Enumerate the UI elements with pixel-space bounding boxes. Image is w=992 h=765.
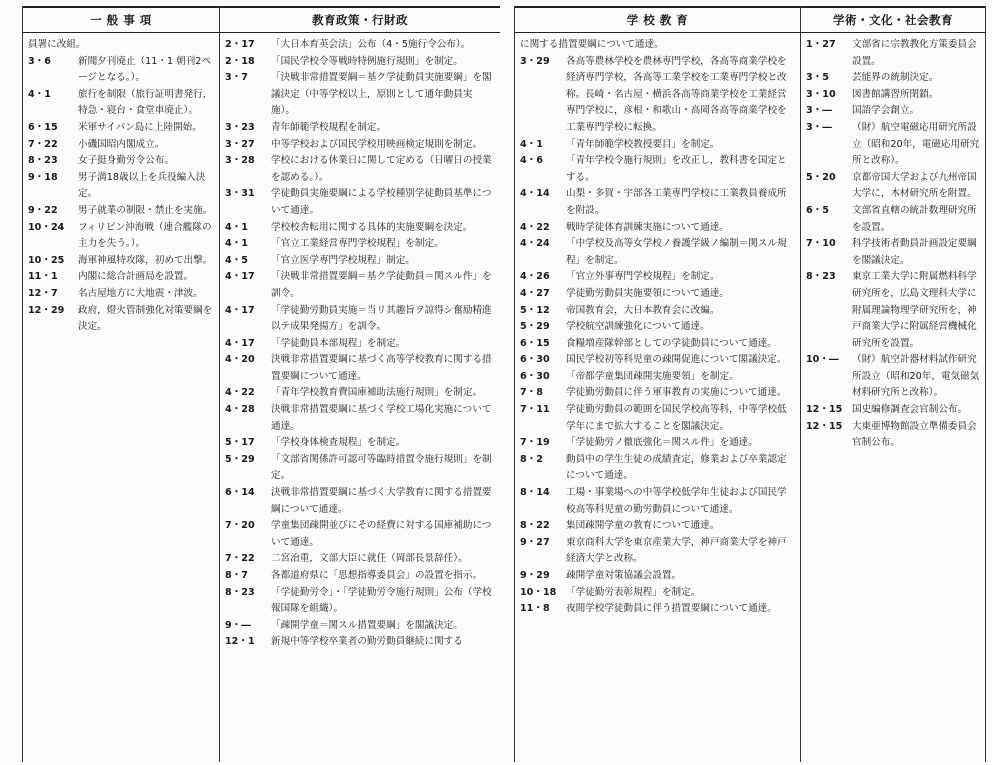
entry-text: 「学校身体検査規程」を制定。: [271, 437, 406, 449]
entry-date: 4・20: [225, 354, 255, 366]
entry-date: 6・30: [520, 354, 550, 366]
chronology-entry: [520, 319, 796, 336]
entry-date: 12・1: [225, 636, 255, 648]
entry-text: 「決戦非常措置要綱＝基ク学徒動員実施要綱」を閣議決定（中等学校以上，原則として通年動員実施）。: [271, 72, 492, 117]
entry-text: 国史編修調査会官制公布。: [852, 404, 968, 416]
chronology-entry: [28, 87, 215, 120]
entry-date: 8・23: [225, 586, 255, 598]
chronology-entry: [520, 568, 796, 585]
entry-date: 3・23: [225, 121, 255, 133]
chronology-entry: [520, 452, 796, 485]
entry-date: 6・30: [520, 370, 550, 382]
entry-text: 「学徒勤労ノ徹底強化＝関スル件」を通達。: [566, 437, 758, 449]
chronology-entry: [806, 170, 981, 203]
chronology-entry: [520, 137, 796, 154]
entry-text: （財）航空計器材料試作研究所設立（昭和20年，電気磁気材料研究所と改称）。: [852, 354, 980, 399]
chronology-entry: [806, 203, 981, 236]
entry-date: 3・31: [225, 188, 255, 200]
entry-date: 9・27: [520, 536, 550, 548]
entry-text: 「青年学校令施行規則」を改正し，教科書を国定とする。: [566, 155, 787, 183]
entry-text: 「学徒勤労令」・「学徒勤労令施行規則」公布（学校報国隊を組織）。: [271, 586, 492, 615]
continued-text: 員署に改組。: [28, 39, 86, 50]
entry-date: 4・24: [520, 238, 550, 250]
chronology-entry: [225, 352, 496, 385]
entry-text: 学校航空訓練強化について通達。: [566, 321, 710, 333]
entry-text: 「青年師範学校教授要目」を制定。: [566, 138, 720, 150]
entry-date: 6・15: [28, 121, 58, 133]
column-education-policy: [219, 6, 500, 762]
chronology-entry: [225, 269, 496, 302]
entry-date: 8・14: [520, 487, 550, 499]
entry-text: 「官立外事専門学校規程」を制定。: [566, 271, 720, 283]
chronology-entry: [806, 103, 981, 120]
entry-date: 4・27: [520, 287, 550, 299]
entry-text: 「大日本育英会法」公布（4・5施行令公布）。: [271, 39, 471, 50]
chronology-entry: [520, 303, 796, 320]
entry-text: 二宮治重，文部大臣に就任（岡部長景辞任）。: [271, 553, 468, 565]
entry-text: 政府，燈火管制強化対策要綱を決定。: [78, 304, 213, 333]
entry-text: 海軍神風特攻隊，初めて出撃。: [78, 254, 213, 266]
chronology-entry: [806, 120, 981, 170]
entry-date: 7・8: [520, 387, 543, 399]
entry-date: 3・7: [225, 72, 248, 84]
column-header: 学術・文化・社会教育: [801, 6, 985, 33]
entry-date: 4・22: [520, 221, 550, 233]
chronology-entry: [520, 54, 796, 137]
entry-text: 図書館講習所閉鎖。: [852, 88, 939, 100]
entry-date: 1・27: [806, 39, 836, 50]
entry-text: 学徒勤労動員実施要領について通達。: [566, 287, 729, 299]
entry-text: 「国民学校令等戦時特例施行規則」を制定。: [271, 55, 463, 67]
chronology-entry: [520, 601, 796, 618]
entry-date: 7・19: [520, 437, 550, 449]
chronology-entry: [520, 153, 796, 186]
chronology-entry: [520, 286, 796, 303]
entry-text: 男子満18歳以上を兵役編入決定。: [78, 171, 206, 200]
column-header: 教育政策・行財政: [220, 6, 500, 33]
entry-date: 8・22: [520, 520, 550, 532]
chronology-entry: [520, 236, 796, 269]
chronology-entry: [520, 535, 796, 568]
chronology-entry: [520, 485, 796, 518]
column-body: [515, 33, 800, 618]
entry-text: 「中学校及高等女学校ノ養護学級ノ編制＝関スル規程」を制定。: [566, 238, 787, 266]
entry-text: 米軍サイパン島に上陸開始。: [78, 121, 202, 133]
chronology-entry: [225, 253, 496, 270]
entry-text: 決戦非常措置要綱に基づく大学教育に関する措置要綱について通達。: [271, 487, 492, 515]
entry-text: 決戦非常措置要綱に基づく高等学校教育に関する措置要綱について通達。: [271, 354, 492, 382]
chronology-entry: [806, 352, 981, 402]
entry-text: 芸能界の統制決定。: [852, 72, 939, 84]
chronology-entry: [28, 286, 215, 303]
chronology-entry: [225, 236, 496, 253]
chronology-entry: [225, 186, 496, 219]
chronology-entry: [225, 37, 496, 54]
entry-text: 青年師範学校規程を制定。: [271, 121, 387, 133]
entry-date: 4・1: [225, 238, 248, 250]
entry-date: 7・22: [225, 553, 255, 565]
entry-date: 4・28: [225, 404, 255, 416]
entry-text: 「官立工業経営専門学校規程」を制定。: [271, 238, 444, 250]
chronology-entry: [225, 70, 496, 120]
entry-date: 4・26: [520, 271, 550, 283]
entry-text: 中等学校および国民学校用映画検定規則を制定。: [271, 138, 483, 150]
chronology-entry: [806, 87, 981, 104]
entry-date: 4・1: [225, 221, 248, 233]
entry-date: 3・27: [225, 138, 255, 150]
chronology-entry: [225, 551, 496, 568]
chronology-entry: [806, 269, 981, 352]
entry-text: 新聞夕刊廃止（11・1 朝刊2ページとなる。）。: [78, 55, 211, 84]
entry-text: 旅行を制限（旅行証明書発行，特急・寝台・食堂車廃止）。: [78, 88, 213, 117]
entry-date: 7・22: [28, 138, 58, 150]
entry-date: 4・6: [520, 155, 543, 167]
chronology-entry: [225, 137, 496, 154]
column-body: [23, 33, 219, 336]
entry-date: 5・17: [225, 437, 255, 449]
chronology-entry: [28, 120, 215, 137]
chronology-entry: [28, 203, 215, 220]
chronology-entry: [520, 402, 796, 435]
entry-text: 内閣に総合計画局を設置。: [78, 271, 194, 283]
chronology-entry: [28, 253, 215, 270]
chronology-entry: [225, 568, 496, 585]
entry-date: 10・25: [28, 254, 65, 266]
column-school-education: [514, 6, 800, 762]
entry-date: 8・7: [225, 570, 248, 581]
chronology-entry: [225, 618, 496, 635]
entry-text: 「疎開学童＝関スル措置要綱」を閣議決定。: [271, 619, 463, 631]
chronology-entry: [520, 186, 796, 219]
chronology-entry: [520, 385, 796, 402]
entry-date: 8・23: [28, 155, 58, 167]
entry-text: 東京工業大学に附属燃料科学研究所を，広島文理科大学に附属理論物理学研究所を，神戸商業大学に附属経営機械化研究所を設置。: [852, 271, 977, 349]
entry-date: 2・18: [225, 55, 255, 67]
entry-date: 12・29: [28, 304, 65, 316]
chronology-entry: [225, 153, 496, 186]
entry-text: 集団疎開学童の教育について通達。: [566, 520, 720, 532]
entry-date: 11・8: [520, 603, 550, 615]
entry-text: 京都帝国大学および九州帝国大学に，木材研究所を附置。: [852, 171, 977, 200]
entry-text: 新規中等学校卒業者の勤労動員継続に関する: [271, 636, 463, 648]
entry-date: 3・6: [28, 55, 51, 67]
chronology-entry: [225, 336, 496, 353]
chronology-entry: [225, 518, 496, 551]
chronology-entry: [225, 120, 496, 137]
chronology-entry: [806, 37, 981, 70]
entry-text: 学校校舎転用に関する具体的実施要綱を決定。: [271, 221, 473, 233]
entry-date: 4・14: [520, 188, 550, 200]
entry-date: 3・28: [225, 155, 255, 167]
entry-text: 夜間学校学徒動員に伴う措置要綱について通達。: [566, 603, 777, 615]
entry-text: 決戦非常措置要綱に基づく学校工場化実施について通達。: [271, 404, 492, 432]
entry-date: 3・10: [806, 88, 836, 100]
entry-date: 4・5: [225, 254, 248, 266]
entry-date: 12・15: [806, 404, 843, 416]
column-general: [22, 6, 219, 762]
chronology-entry: [520, 435, 796, 452]
chronology-entry: [806, 402, 981, 419]
entry-text: 帝国教育会，大日本教育会に改編。: [566, 304, 720, 316]
entry-date: 12・7: [28, 287, 58, 299]
entry-date: 4・1: [520, 138, 543, 150]
chronology-entry: [225, 402, 496, 435]
chronology-entry: [28, 54, 215, 87]
entry-date: 4・17: [225, 271, 255, 283]
entry-date: 3・―: [806, 105, 832, 117]
entry-text: 国語学会創立。: [852, 105, 920, 117]
entry-text: （財）航空電磁応用研究所設立（昭和20年，電磁応用研究所と改称）。: [852, 121, 980, 167]
chronology-entry: [28, 170, 215, 203]
entry-date: 4・17: [225, 304, 255, 316]
entry-text: 「文部省関係許可認可等臨時措置令施行規則」を制定。: [271, 453, 492, 482]
entry-date: 9・―: [225, 619, 251, 631]
entry-date: 9・29: [520, 570, 550, 581]
chronology-entry: [225, 634, 496, 651]
chronology-table: [22, 6, 986, 762]
entry-text: 動員中の学生生徒の成績査定，修業および卒業認定について通達。: [566, 453, 787, 482]
chronology-entry: [520, 585, 796, 602]
chronology-entry: [28, 269, 215, 286]
chronology-entry: [225, 452, 496, 485]
entry-date: 4・17: [225, 337, 255, 349]
entry-text: 名古屋地方に大地震・津波。: [78, 287, 203, 299]
entry-text: 戦時学徒体育訓練実施について通達。: [566, 221, 729, 233]
chronology-entry: [225, 220, 496, 237]
entry-date: 8・23: [806, 271, 836, 283]
column-body: [801, 33, 985, 452]
entry-date: 7・11: [520, 404, 550, 416]
chronology-entry: [28, 303, 215, 336]
entry-text: 「決戦非常措置要綱＝基ク学徒動員＝関スル件」を訓令。: [271, 271, 492, 299]
chronology-entry: [520, 336, 796, 353]
entry-text: 「学徒勤労動員実施＝当リ其趣旨ヲ諒得シ奮励精進以テ成果発揚方」を訓令。: [271, 304, 492, 333]
entry-date: 4・1: [28, 88, 51, 100]
column-body: [220, 33, 500, 651]
entry-text: フィリピン沖海戦（連合艦隊の主力を失う。）。: [78, 221, 212, 250]
entry-date: 7・20: [225, 520, 255, 532]
column-academic-culture: [800, 6, 986, 762]
chronology-entry: [225, 585, 496, 618]
column-header: 一 般 事 項: [23, 6, 219, 33]
entry-date: 2・17: [225, 39, 255, 50]
entry-date: 9・18: [28, 171, 58, 183]
entry-date: 3・―: [806, 121, 832, 133]
entry-text: 学徒勤労動員に伴う軍事教育の実施について通達。: [566, 387, 787, 399]
entry-text: 科学技術者動員計画設定要綱を閣議決定。: [852, 238, 977, 266]
continued-text: に関する措置要綱について通達。: [520, 39, 664, 50]
entry-text: 女子挺身勤労令公布。: [78, 155, 174, 167]
entry-date: 5・29: [520, 321, 550, 333]
chronology-entry: [806, 419, 981, 452]
entry-date: 12・15: [806, 420, 843, 432]
chronology-entry: [520, 369, 796, 386]
entry-text: 食糧増産隊幹部としての学徒動員について通達。: [566, 337, 777, 349]
chronology-entry: [225, 435, 496, 452]
entry-text: 学徒勤労動員の範囲を国民学校高等科，中等学校低学年にまで拡大することを閣議決定。: [566, 404, 787, 432]
entry-text: 学徒動員実施要綱による学校種別学徒動員基準について通達。: [271, 188, 492, 216]
chronology-entry: [520, 220, 796, 237]
chronology-entry: [520, 352, 796, 369]
chronology-entry: [225, 303, 496, 336]
entry-text: 国民学校初等科児童の疎開促進について閣議決定。: [566, 354, 787, 366]
chronology-entry: [225, 54, 496, 71]
entry-date: 11・1: [28, 271, 58, 283]
chronology-entry: [520, 518, 796, 535]
chronology-entry: [28, 220, 215, 253]
entry-text: 「学徒動員本部規程」を制定。: [271, 337, 406, 349]
entry-text: 学校における休業日に関して定める（日曜日の授業を認める。）。: [271, 155, 492, 183]
entry-text: 文部省直轄の統計数理研究所を設置。: [852, 204, 977, 233]
entry-date: 8・2: [520, 453, 543, 465]
chronology-entry: [28, 137, 215, 154]
entry-date: 6・14: [225, 487, 255, 499]
entry-date: 7・10: [806, 238, 836, 250]
entry-date: 5・29: [225, 453, 255, 465]
entry-text: 疎開学童対策協議会設置。: [566, 570, 682, 581]
entry-text: 「学徒勤労表彰規程」を制定。: [566, 586, 701, 598]
entry-date: 6・15: [520, 337, 550, 349]
chronology-entry: [806, 70, 981, 87]
entry-text: 工場・事業場への中等学校低学年生徒および国民学校高等科児童の勤労動員について通達。: [566, 487, 787, 515]
entry-text: 山梨・多賀・宇部各工業専門学校に工業教員養成所を附設。: [566, 188, 787, 216]
chronology-entry: [28, 153, 215, 170]
entry-text: 大東亜博物館設立準備委員会官制公布。: [852, 420, 977, 449]
column-header: 学 校 教 育: [515, 6, 800, 33]
chronology-entry: [806, 236, 981, 269]
entry-text: 各都道府県に「思想指導委員会」の設置を指示。: [271, 570, 483, 581]
entry-date: 10・―: [806, 354, 839, 366]
entry-text: 小磯国昭内閣成立。: [78, 138, 165, 150]
entry-date: 10・24: [28, 221, 65, 233]
entry-text: 「官立医学専門学校規程」制定。: [271, 254, 415, 266]
entry-text: 各高等農林学校を農林専門学校，各高等商業学校を経済専門学校，各高等工業学校を工業専門学校と改称。長崎・名古屋・横浜各高等商業学校を工業経営専門学校に，彦根・和歌山・高岡各高等商業学校を工業専門学校に転換。: [566, 55, 787, 133]
entry-date: 4・22: [225, 387, 255, 399]
entry-date: 9・22: [28, 204, 58, 216]
entry-text: 「青年学校教育費国庫補助法施行規則」を制定。: [271, 387, 483, 399]
chronology-entry: [225, 485, 496, 518]
entry-text: 東京商科大学を東京産業大学，神戸商業大学を神戸経済大学と改称。: [566, 536, 787, 565]
entry-date: 5・20: [806, 171, 836, 183]
entry-date: 5・12: [520, 304, 550, 316]
entry-date: 6・5: [806, 204, 829, 216]
entry-date: 3・29: [520, 55, 550, 67]
entry-text: 「帝都学童集団疎開実施要領」を制定。: [566, 370, 739, 382]
chronology-entry: [520, 269, 796, 286]
chronology-entry: [225, 385, 496, 402]
entry-date: 3・5: [806, 72, 829, 84]
entry-text: 男子就業の制限・禁止を実施。: [78, 204, 213, 216]
entry-date: 10・18: [520, 586, 557, 598]
entry-text: 文部省に宗教教化方策委員会設置。: [852, 39, 977, 67]
entry-text: 学童集団疎開並びにその経費に対する国庫補助について通達。: [271, 520, 492, 548]
